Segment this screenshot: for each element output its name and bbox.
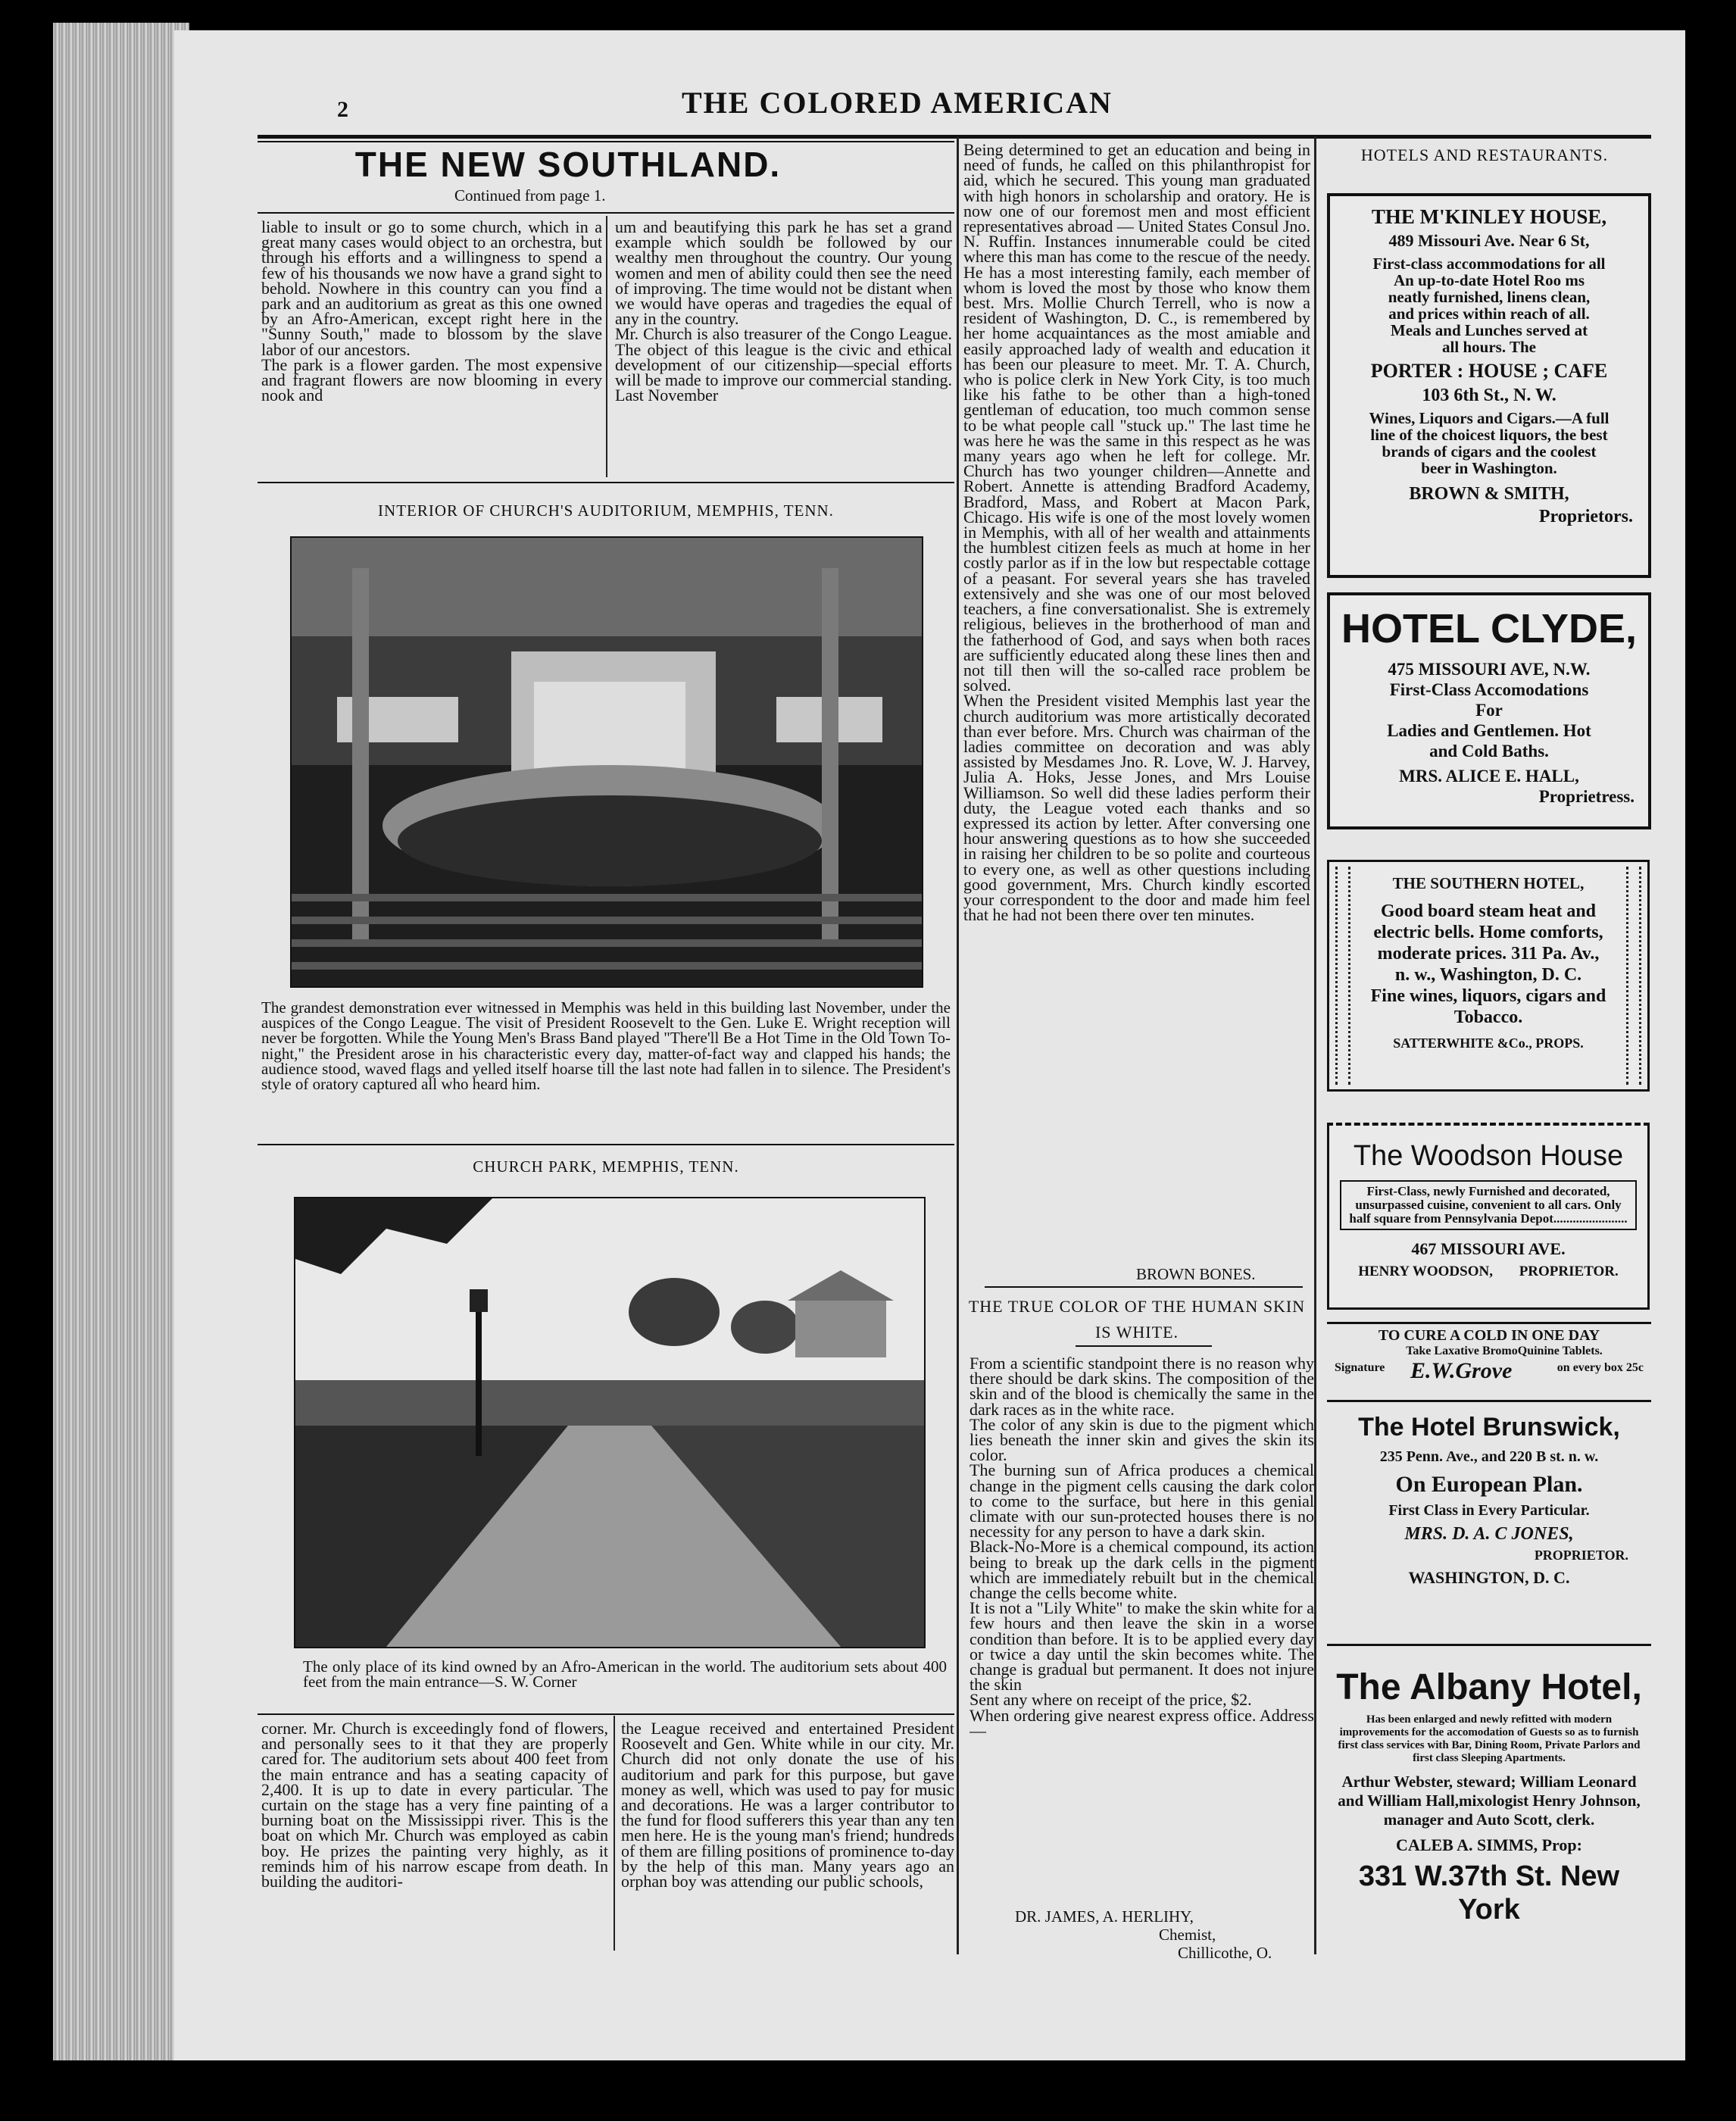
woodson-house-ad — [1327, 1123, 1650, 1310]
mckinley-line: and prices within reach of all. — [1388, 305, 1590, 323]
photo2-title: CHURCH PARK, MEMPHIS, TENN. — [473, 1157, 739, 1176]
page-edge — [53, 23, 189, 2060]
southern-hotel-props: SATTERWHITE &Co., PROPS. — [1393, 1036, 1584, 1051]
albany-hotel-staff: Arthur Webster, steward; William Leonard and William Hall,mixologist Henry Johnson, manager and Auto Scott, clerk. — [1338, 1773, 1641, 1829]
column-rule — [957, 136, 959, 1954]
rule — [258, 1144, 954, 1145]
park-photo — [294, 1197, 926, 1648]
article-col2b-text: the League received and entertained President Roosevelt and Gen. White while in our city. Mr. Church did not only donate the use of his auditorium and park for this purpose, but gave money as well, which was used to pay for music and decorations. He was a larger contributor to the fund for flood sufferers this year than any ten men here. He is the young man's friend; hundreds of them are filling positions of prominence to-day by the help of this man. Many years ago an orphan boy was attending our public schools, — [621, 1721, 954, 1891]
albany-hotel-title: The Albany Hotel, — [1336, 1667, 1642, 1707]
auditorium-photo — [290, 536, 923, 988]
woodson-house-proprietor-label: PROPRIETOR. — [1519, 1264, 1619, 1279]
woodson-house-title: The Woodson House — [1353, 1140, 1624, 1172]
article-col1b-text: corner. Mr. Church is exceedingly fond of flowers, and personally sees to it that they are properly cared for. The auditorium sets about 400 feet from the main entrance and has a seating capacity of 2,400. It is up to date in every particular. The curtain on the stage has a very fine painting of a burning boat on the Mississippi river. This is the boat on which Mr. Church was employed as cabin boy. He prizes the painting very highly, as it reminds him of his narrow escape from death. In building the auditori- — [261, 1721, 608, 1891]
skin-article-headline: THE TRUE COLOR OF THE HUMAN SKIN IS WHITE. — [968, 1297, 1306, 1342]
hotel-clyde-proprietress-label: Proprietress. — [1538, 787, 1635, 806]
continued-note: Continued from page 1. — [454, 186, 606, 205]
column-rule — [606, 216, 607, 477]
cold-cure-signature-label: Signature — [1335, 1361, 1385, 1374]
albany-hotel-proprietor: CALEB A. SIMMS, Prop: — [1396, 1835, 1582, 1854]
hotel-brunswick-city: WASHINGTON, D. C. — [1408, 1568, 1570, 1587]
column-rule — [614, 1716, 615, 1951]
skin-article-address-name: DR. JAMES, A. HERLIHY, — [1015, 1907, 1194, 1926]
article-headline: THE NEW SOUTHLAND. — [354, 145, 782, 184]
hotel-clyde-line: and Cold Baths. — [1429, 742, 1549, 761]
mckinley-line: line of the choicest liquors, the best — [1370, 426, 1608, 444]
rule — [985, 1286, 1303, 1288]
hotel-clyde-line: Ladies and Gentlemen. Hot — [1387, 721, 1591, 740]
hotel-clyde-address: 475 MISSOURI AVE, N.W. — [1388, 660, 1591, 679]
ads-section-title: HOTELS AND RESTAURANTS. — [1360, 145, 1609, 164]
mckinley-line: beer in Washington. — [1421, 459, 1557, 477]
article-col2-text: um and beautifying this park he has set a grand example which souldh be followed by our wealthy men throughout the country. Our young women and men of ability could then see the need of improving. The time would not be distant when we would have operas and tragedies the equal of any in the country. Mr. Church is also treasurer of the Congo League. The object of this league is the civic and ethical development of our citizenship—special efforts will be made to improve our commercial standing. Last November — [615, 220, 952, 405]
skin-article-address-city: Chillicothe, O. — [1178, 1944, 1272, 1962]
cold-cure-line: Take Laxative BromoQuinine Tablets. — [1406, 1345, 1603, 1357]
photo1-title: INTERIOR OF CHURCH'S AUDITORIUM, MEMPHIS, TENN. — [378, 501, 834, 520]
hotel-clyde-line: For — [1475, 701, 1503, 720]
woodson-house-owner: HENRY WOODSON, — [1358, 1264, 1493, 1279]
hotel-brunswick-title: The Hotel Brunswick, — [1358, 1413, 1620, 1442]
porter-house-address: 103 6th St., N. W. — [1422, 386, 1556, 405]
porter-house-title: PORTER : HOUSE ; CAFE — [1370, 360, 1608, 382]
cold-cure-signature: E.W.Grove — [1410, 1358, 1513, 1383]
article-col3-text: Being determined to get an education and being in need of funds, he called on this philanthropist for aid, which he secured. This young man graduated with high honors in scholarship and oratory. He is now one of our foremost men and most efficient representatives abroad — United States Consul Jno. N. Ruffin. Instances innumerable could be cited where this man has come to the rescue of the needy. He has a most interesting family, each member of whom is loved the most by those who know them best. Mrs. Mollie Church Terrell, who is now a resident of Washington, D. C., is remembered by her home acquaintances as the most amiable and easily approached lady of wealth and education it has been our pleasure to meet. Mr. T. A. Church, who is police clerk in New York City, is too much like his fathe to be other than a high-toned gentleman of education, too much common sense to be what people call "stuck up." The last time he was here he was the same in this respect as he was many years ago when he left for college. Mr. Church has two younger children—Annette and Robert. Annette is attending Bradford Academy, Bradford, Mass, and Robert at Macon Park, Chicago. His wife is one of the most lovely women in Memphis, with all of her wealth and attainments the humblest citizen feels as much at home in her costly parlor as if in the low but respectable cottage of a peasant. For several years she has traveled extensively and she was one of our most beloved teachers, a fine conversationalist. She is extremely religious, believes in the brotherhood of man and the fatherhood of God, and says when both races are sufficiently educated along these lines then and not till then will the so-called race problem be solved. When the President visited Memphis last year the church auditorium was more artistically decorated than ever before. Mrs. Church was chairman of the ladies committee on decoration and was ably assisted by Mesdames Jno. R. Love, W. J. Harvey, Julia A. Hoks, Jesse Jones, and Mrs Louise Williamson. So well did these ladies perform their duty, the League voted each thanks and so expressed its action by letter. After conversing one hour answering questions as to how she succeeded in raising her children to be so polite and courteous to every one, as well as other questions including good government, Mrs. Church kindly escorted your correspondent to the door and made him feel that he had not been there over ten minutes. — [963, 142, 1310, 925]
hotel-brunswick-line: First Class in Every Particular. — [1388, 1502, 1590, 1519]
albany-hotel-address: 331 W.37th St. New York — [1358, 1860, 1620, 1926]
woodson-house-address: 467 MISSOURI AVE. — [1411, 1239, 1566, 1258]
page-number: 2 — [337, 97, 348, 122]
photo1-caption: The grandest demonstration ever witnessed in Memphis was held in this building last November, under the auspices of the Congo League. The visit of President Roosevelt to the Gen. Luke E. Wright reception will never be forgotten. While the Young Men's Brass Band played "There'll Be a Hot Time in the Old Town To-night," the President arose in his characteristic every day, matter-of-fact way and clapped his hands; the audience stood, waved flags and yelled itself hoarse till the last note had fallen in to silence. The President's style of oratory captured all who heard him. — [261, 998, 951, 1094]
rule — [1076, 1345, 1212, 1347]
albany-hotel-description: Has been enlarged and newly refitted with modern improvements for the accomodation of Guests so as to furnish first class services with Bar, Dining Room, Private Parlors and first class Sleeping Apartments. — [1338, 1713, 1641, 1764]
mckinley-line: neatly furnished, linens clean, — [1388, 288, 1591, 306]
mckinley-line: all hours. The — [1442, 338, 1536, 356]
mckinley-title: THE M'KINLEY HOUSE, — [1371, 205, 1607, 228]
cold-cure-ad — [1327, 1327, 1651, 1399]
column-rule — [1314, 136, 1316, 1954]
article-col1-text: liable to insult or go to some church, which in a great many cases would object to an orchestra, but through his efforts and a willingness to spend a few of his thousands we now have a grand sight to behold. Nowhere in this country can you find a park and an auditorium as great as this one owned by an Afro-American, except right here in the "Sunny South," made to blossom by the slave labor of our ancestors. The park is a flower garden. The most expensive and fragrant flowers are now blooming in every nook and — [261, 220, 602, 405]
skin-article-text: From a scientific standpoint there is no reason why there should be dark skins. The composition of the skin and of the blood is chemically the same in the dark races as in the white race. The color of any skin is due to the pigment which lies beneath the inner skin and gives the skin its color. The burning sun of Africa produces a chemical change in the pigment cells causing the dark color to come to the surface, but here in this genial climate with our sun-protected houses there is no necessity for any person to have a dark skin. Black-No-More is a chemical compound, its action being to break up the dark cells in the pigment which are immediately rebuilt but in the chemical change the cells become white. It is not a "Lily White" to make the skin white for a few hours and then leave the skin in a worse condition than before. It is to be applied every day or twice a day until the skin becomes white. The change is gradual but permanent. It does not injure the skin Sent any where on receipt of the price, $2. When ordering give nearest express office. Address— — [969, 1356, 1314, 1740]
hotel-brunswick-address: 235 Penn. Ave., and 220 B st. n. w. — [1379, 1448, 1599, 1465]
southern-hotel-line: n. w., Washington, D. C. — [1394, 965, 1582, 985]
mckinley-house-ad — [1327, 193, 1651, 578]
cold-cure-title: TO CURE A COLD IN ONE DAY — [1378, 1327, 1600, 1344]
photo2-caption: The only place of its kind owned by an Afro-American in the world. The auditorium sets about 400 feet from the main entrance—S. W. Corner — [303, 1657, 947, 1691]
hotel-brunswick-owner: MRS. D. A. C JONES, — [1404, 1524, 1574, 1544]
newspaper-title: THE COLORED AMERICAN — [682, 86, 1113, 120]
hotel-clyde-title: HOTEL CLYDE, — [1341, 606, 1638, 651]
mckinley-line: An up-to-date Hotel Roo ms — [1394, 271, 1585, 289]
mckinley-line: brands of cigars and the coolest — [1382, 442, 1597, 461]
southern-hotel-line: moderate prices. 311 Pa. Av., — [1377, 944, 1600, 964]
mckinley-address: 489 Missouri Ave. Near 6 St, — [1388, 231, 1590, 250]
southern-hotel-line: Fine wines, liquors, cigars and — [1370, 986, 1606, 1006]
mckinley-proprietors: BROWN & SMITH, — [1409, 484, 1569, 504]
southern-hotel-ad — [1327, 860, 1650, 1092]
header-rule-thin — [258, 141, 954, 142]
ornament-border — [1335, 867, 1350, 1085]
rule — [258, 212, 954, 214]
southern-hotel-line: electric bells. Home comforts, — [1373, 923, 1603, 942]
hotel-brunswick-plan: On European Plan. — [1395, 1472, 1583, 1497]
mckinley-proprietors-label: Proprietors. — [1538, 507, 1633, 526]
mckinley-line: First-class accommodations for all — [1372, 255, 1606, 273]
rule — [1327, 1322, 1651, 1324]
rule — [1327, 1644, 1651, 1646]
southern-hotel-title: THE SOUTHERN HOTEL, — [1392, 874, 1585, 892]
ornament-border — [1626, 867, 1641, 1085]
southern-hotel-line: Good board steam heat and — [1380, 901, 1597, 921]
article-signature: BROWN BONES. — [1136, 1265, 1256, 1283]
hotel-brunswick-ad — [1327, 1410, 1651, 1588]
hotel-brunswick-proprietor-label: PROPRIETOR. — [1534, 1548, 1628, 1563]
header-rule — [258, 135, 1651, 139]
rule — [258, 1713, 954, 1715]
cold-cure-box-note: on every box 25c — [1556, 1361, 1644, 1374]
southern-hotel-line: Tobacco. — [1453, 1007, 1523, 1027]
rule — [1327, 1400, 1651, 1402]
hotel-clyde-line: First-Class Accomodations — [1389, 680, 1589, 699]
skin-article-address-title: Chemist, — [1159, 1926, 1216, 1944]
mckinley-line: Wines, Liquors and Cigars.—A full — [1369, 409, 1610, 427]
albany-hotel-ad — [1327, 1666, 1651, 1926]
rule — [258, 482, 954, 483]
mckinley-line: Meals and Lunches served at — [1390, 321, 1588, 339]
woodson-house-description: First-Class, newly Furnished and decorated, unsurpassed cuisine, convenient to all cars. Only half square from Pennsylvania Depot....................... — [1340, 1180, 1637, 1230]
hotel-clyde-ad — [1327, 592, 1651, 829]
hotel-clyde-proprietress: MRS. ALICE E. HALL, — [1399, 767, 1579, 786]
